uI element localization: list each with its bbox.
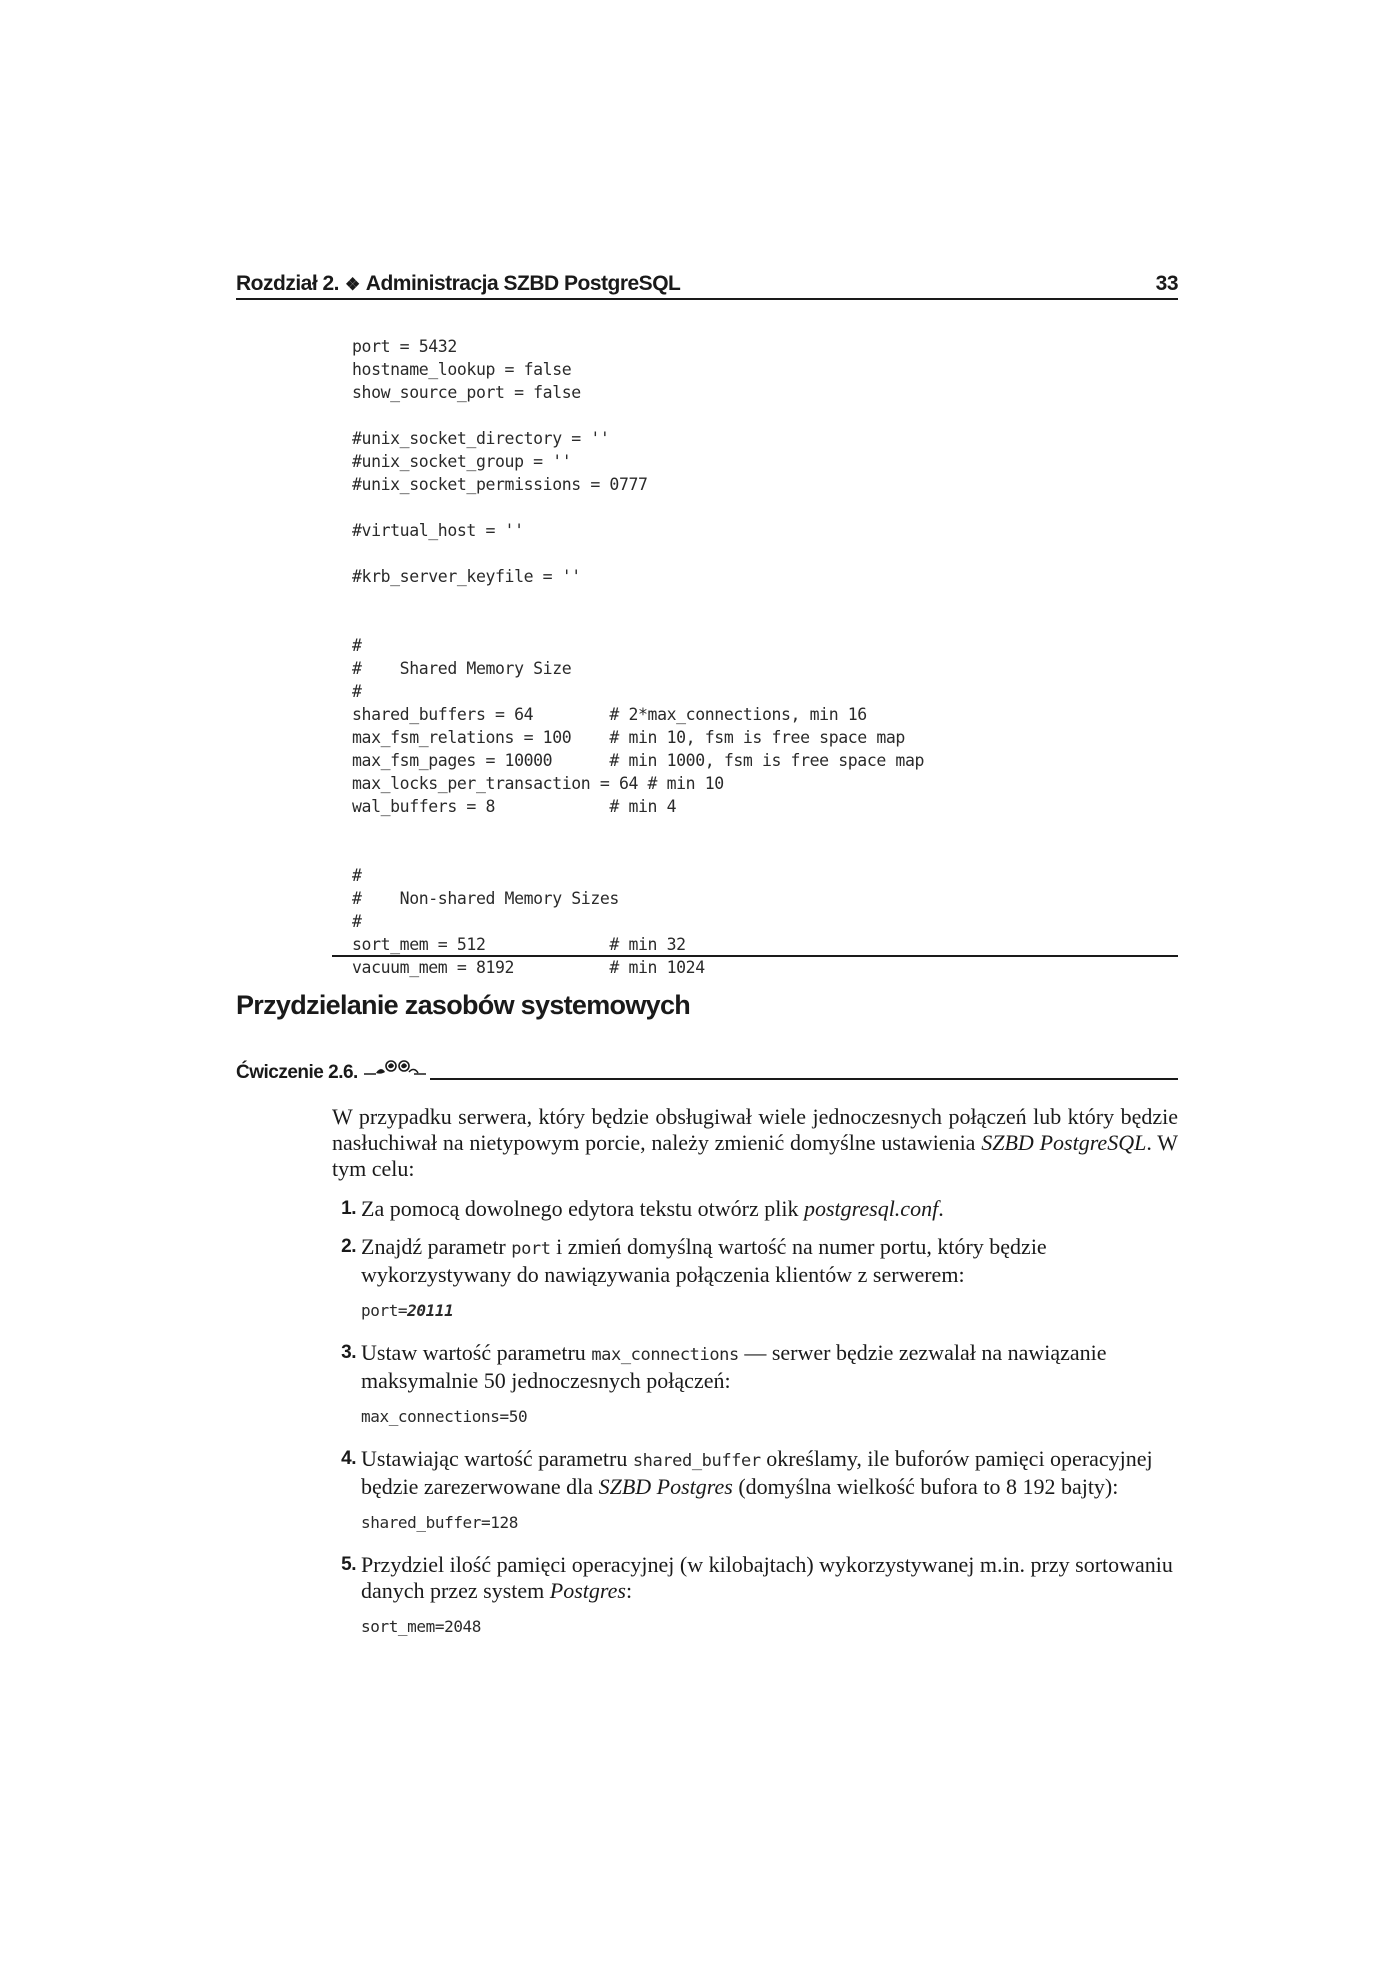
step-text: Znajdź parametr port i zmień domyślną wartość na numer portu, który będzie wykorzystywany do nawiązywania połączenia klientów z serwerem: port=20111 (361, 1234, 1178, 1328)
code-line (352, 611, 924, 634)
code-line (352, 841, 924, 864)
code-line: # Shared Memory Size (352, 659, 572, 678)
code-line: # (352, 636, 362, 655)
inline-code: max_connections (591, 1345, 739, 1365)
exercise-steps (332, 1196, 1178, 1656)
code-line: hostname_lookup = false (352, 360, 572, 379)
code-example: sort_mem=2048 (361, 1617, 482, 1636)
intro-text-end: . W tym celu: (332, 1130, 1178, 1181)
filename: postgresql.conf (803, 1196, 939, 1221)
step-1 (332, 1196, 1178, 1222)
step-number: 5. (341, 1554, 356, 1575)
page-number: 33 (1155, 272, 1178, 295)
running-header-title (236, 272, 680, 296)
code-line: port = 5432 (352, 337, 457, 356)
intro-emphasis: SZBD PostgreSQL (981, 1130, 1147, 1155)
code-line: # Non-shared Memory Sizes (352, 889, 619, 908)
diamond-separator-icon: ❖ (345, 275, 360, 294)
code-line: vacuum_mem = 8192 # min 1024 (352, 958, 705, 977)
section-heading: Przydzielanie zasobów systemowych (236, 990, 691, 1020)
step-text: Ustaw wartość parametru max_connections — serwer będzie zezwalał na nawiązanie maksymalnie 50 jednoczesnych połączeń: max_connections=50 (361, 1340, 1178, 1434)
code-example: port=20111 (361, 1301, 454, 1320)
step-2 (332, 1234, 1178, 1328)
code-line: wal_buffers = 8 # min 4 (352, 797, 677, 816)
code-line (352, 496, 924, 519)
step-number: 1. (341, 1198, 356, 1219)
code-line: shared_buffers = 64 # 2*max_connections, min 16 (352, 705, 867, 724)
code-line: # (352, 682, 362, 701)
step-3 (332, 1340, 1178, 1434)
code-line: # (352, 866, 362, 885)
chapter-title: Administracja SZBD PostgreSQL (365, 272, 681, 295)
step-text: Ustawiając wartość parametru shared_buffer określamy, ile buforów pamięci operacyjnej będzie zarezerwowane dla SZBD Postgres (domyślna wielkość bufora to 8 192 bajty): shared_buffer=128 (361, 1446, 1178, 1540)
code-listing-divider (332, 955, 1178, 957)
code-line: show_source_port = false (352, 383, 581, 402)
step-text: Za pomocą dowolnego edytora tekstu otwórz plik postgresql.conf. (361, 1196, 944, 1221)
code-line: #unix_socket_permissions = 0777 (352, 475, 648, 494)
intro-text: W przypadku serwera, który będzie obsługiwał wiele jednoczesnych połączeń lub który będzie nasłuchiwał na nietypowym porcie, należy zmienić domyślne ustawienia (332, 1104, 1178, 1155)
code-line: max_fsm_relations = 100 # min 10, fsm is free space map (352, 728, 905, 747)
ornament-icon (364, 1057, 426, 1082)
chapter-label: Rozdział 2. (236, 272, 340, 295)
exercise-header (236, 1058, 1178, 1084)
code-line: #krb_server_keyfile = '' (352, 567, 581, 586)
inline-code: shared_buffer (632, 1451, 761, 1471)
inline-code: port (511, 1239, 551, 1259)
code-line (352, 818, 924, 841)
step-4 (332, 1446, 1178, 1540)
running-header (236, 272, 1178, 300)
step-number: 3. (341, 1342, 356, 1363)
step-text: Przydziel ilość pamięci operacyjnej (w kilobajtach) wykorzystywanej m.in. przy sortowaniu danych przez system Postgres: sort_mem=2048 (361, 1552, 1178, 1644)
intro-paragraph (332, 1104, 1178, 1182)
code-line (352, 588, 924, 611)
code-line: #virtual_host = '' (352, 521, 524, 540)
code-line (352, 542, 924, 565)
code-line: #unix_socket_group = '' (352, 452, 572, 471)
step-5 (332, 1552, 1178, 1644)
config-code-listing (352, 335, 924, 979)
code-line (352, 404, 924, 427)
step-number: 2. (341, 1236, 356, 1257)
exercise-rule (430, 1078, 1178, 1080)
exercise-label: Ćwiczenie 2.6. (236, 1062, 358, 1083)
code-line: sort_mem = 512 # min 32 (352, 935, 686, 954)
code-line: # (352, 912, 362, 931)
code-example: shared_buffer=128 (361, 1513, 518, 1532)
code-example: max_connections=50 (361, 1407, 528, 1426)
code-line: max_locks_per_transaction = 64 # min 10 (352, 774, 724, 793)
code-line: max_fsm_pages = 10000 # min 1000, fsm is free space map (352, 751, 925, 770)
step-number: 4. (341, 1448, 356, 1469)
code-line: #unix_socket_directory = '' (352, 429, 610, 448)
